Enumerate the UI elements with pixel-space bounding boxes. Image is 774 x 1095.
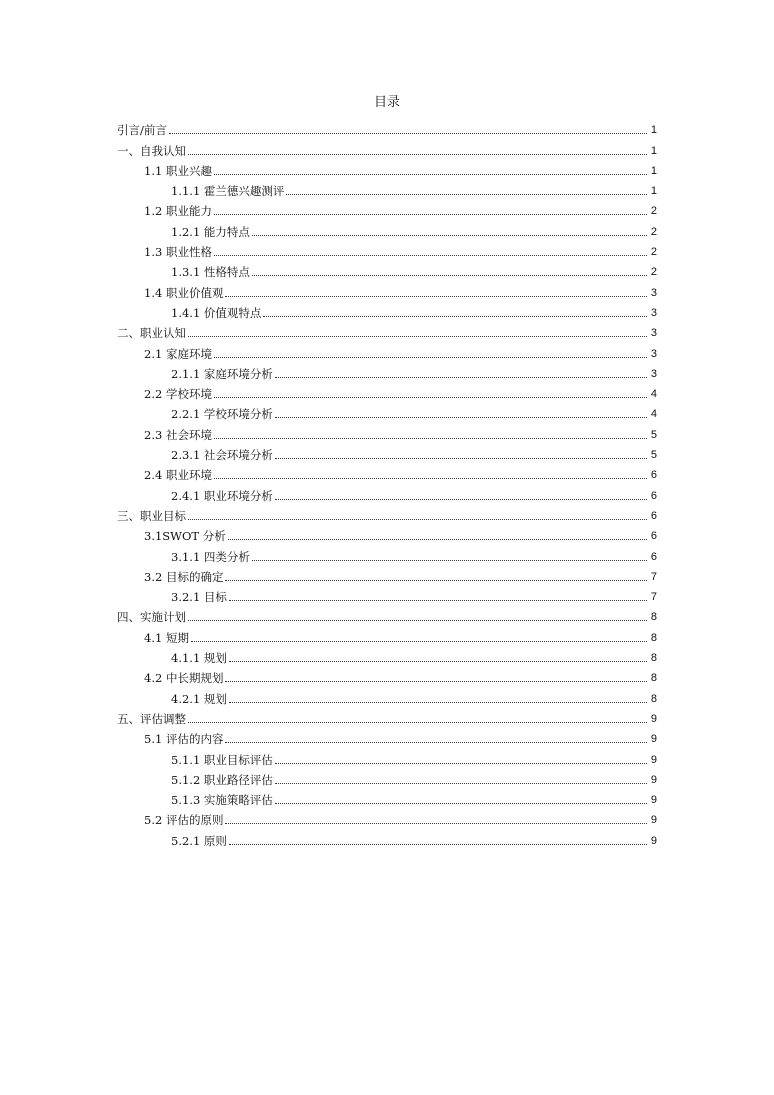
toc-entry-label: 1.3 职业性格 xyxy=(144,245,212,260)
dot-leader xyxy=(188,619,647,621)
toc-entry[interactable] xyxy=(117,645,657,665)
toc-entry[interactable] xyxy=(117,442,657,462)
dot-leader xyxy=(188,335,647,337)
dot-leader xyxy=(275,782,647,784)
toc-entry-label: 2.3.1 社会环境分析 xyxy=(171,448,273,463)
toc-entry[interactable] xyxy=(117,746,657,766)
table-of-contents xyxy=(117,117,657,848)
toc-entry[interactable] xyxy=(117,726,657,746)
toc-entry-label: 二、职业认知 xyxy=(117,326,186,341)
toc-entry-page-number: 8 xyxy=(650,692,657,705)
toc-entry-label: 5.1 评估的内容 xyxy=(144,732,224,747)
toc-entry[interactable] xyxy=(117,706,657,726)
toc-entry-label: 4.1.1 规划 xyxy=(171,651,227,666)
toc-entry-label: 2.2 学校环境 xyxy=(144,387,212,402)
dot-leader xyxy=(263,315,647,317)
dot-leader xyxy=(229,843,647,845)
toc-entry-page-number: 9 xyxy=(650,794,657,807)
toc-entry[interactable] xyxy=(117,624,657,644)
toc-entry-label: 五、评估调整 xyxy=(117,711,186,726)
toc-entry[interactable] xyxy=(117,198,657,218)
toc-entry-page-number: 8 xyxy=(650,652,657,665)
dot-leader xyxy=(275,457,647,459)
toc-entry-page-number: 9 xyxy=(650,773,657,786)
toc-entry[interactable] xyxy=(117,523,657,543)
toc-entry-page-number: 9 xyxy=(650,753,657,766)
toc-entry[interactable] xyxy=(117,665,657,685)
toc-entry-label: 引言/前言 xyxy=(117,123,167,138)
toc-entry-label: 3.1.1 四类分析 xyxy=(171,549,250,564)
toc-entry[interactable] xyxy=(117,827,657,847)
toc-entry-page-number: 1 xyxy=(650,124,657,137)
toc-entry-page-number: 4 xyxy=(650,408,657,421)
dot-leader xyxy=(252,234,647,236)
dot-leader xyxy=(275,802,647,804)
dot-leader xyxy=(252,274,647,276)
dot-leader xyxy=(275,498,647,500)
toc-entry[interactable] xyxy=(117,239,657,259)
toc-entry[interactable] xyxy=(117,503,657,523)
toc-entry-page-number: 8 xyxy=(650,672,657,685)
toc-entry-page-number: 3 xyxy=(650,347,657,360)
toc-entry-page-number: 9 xyxy=(650,814,657,827)
toc-entry-label: 2.3 社会环境 xyxy=(144,427,212,442)
toc-entry-page-number: 4 xyxy=(650,388,657,401)
toc-entry[interactable] xyxy=(117,482,657,502)
toc-entry-label: 1.4.1 价值观特点 xyxy=(171,305,262,320)
toc-entry[interactable] xyxy=(117,787,657,807)
toc-entry[interactable] xyxy=(117,685,657,705)
toc-entry-label: 2.1.1 家庭环境分析 xyxy=(171,366,273,381)
dot-leader xyxy=(188,153,647,155)
toc-entry-label: 5.1.3 实施策略评估 xyxy=(171,793,273,808)
toc-entry-page-number: 5 xyxy=(650,449,657,462)
toc-entry-label: 1.3.1 性格特点 xyxy=(171,265,250,280)
toc-entry-label: 1.2 职业能力 xyxy=(144,204,212,219)
toc-entry[interactable] xyxy=(117,462,657,482)
toc-entry[interactable] xyxy=(117,543,657,563)
toc-entry-label: 1.1 职业兴趣 xyxy=(144,163,212,178)
toc-entry-label: 1.1.1 霍兰德兴趣测评 xyxy=(171,184,285,199)
dot-leader xyxy=(225,822,647,824)
toc-entry[interactable] xyxy=(117,218,657,238)
toc-entry[interactable] xyxy=(117,401,657,421)
dot-leader xyxy=(225,295,647,297)
toc-entry-label: 1.4 职业价值观 xyxy=(144,285,224,300)
dot-leader xyxy=(229,599,647,601)
toc-entry[interactable] xyxy=(117,178,657,198)
toc-entry[interactable] xyxy=(117,361,657,381)
toc-entry[interactable] xyxy=(117,421,657,441)
toc-entry-label: 3.1SWOT 分析 xyxy=(144,529,226,544)
dot-leader xyxy=(214,254,647,256)
dot-leader xyxy=(275,376,647,378)
dot-leader xyxy=(275,762,647,764)
toc-entry-page-number: 1 xyxy=(650,144,657,157)
toc-entry-label: 1.2.1 能力特点 xyxy=(171,224,250,239)
toc-entry[interactable] xyxy=(117,340,657,360)
dot-leader xyxy=(214,396,647,398)
toc-entry-page-number: 2 xyxy=(650,205,657,218)
toc-entry[interactable] xyxy=(117,279,657,299)
toc-entry[interactable] xyxy=(117,117,657,137)
dot-leader xyxy=(214,437,647,439)
toc-entry-label: 4.2 中长期规划 xyxy=(144,671,224,686)
dot-leader xyxy=(214,477,647,479)
dot-leader xyxy=(252,559,647,561)
toc-entry-label: 2.1 家庭环境 xyxy=(144,346,212,361)
toc-entry[interactable] xyxy=(117,259,657,279)
toc-entry-page-number: 6 xyxy=(650,550,657,563)
toc-entry-page-number: 3 xyxy=(650,327,657,340)
toc-entry[interactable] xyxy=(117,300,657,320)
toc-entry-label: 3.2 目标的确定 xyxy=(144,569,224,584)
toc-entry[interactable] xyxy=(117,137,657,157)
dot-leader xyxy=(225,579,647,581)
toc-entry-page-number: 2 xyxy=(650,225,657,238)
dot-leader xyxy=(228,538,647,540)
toc-entry-page-number: 1 xyxy=(650,164,657,177)
dot-leader xyxy=(188,721,647,723)
toc-entry-label: 一、自我认知 xyxy=(117,143,186,158)
toc-entry-label: 5.2 评估的原则 xyxy=(144,813,224,828)
toc-entry-page-number: 3 xyxy=(650,306,657,319)
toc-entry[interactable] xyxy=(117,767,657,787)
toc-entry-label: 5.1.1 职业目标评估 xyxy=(171,752,273,767)
toc-entry-page-number: 8 xyxy=(650,631,657,644)
toc-entry-page-number: 7 xyxy=(650,570,657,583)
dot-leader xyxy=(214,213,647,215)
toc-entry[interactable] xyxy=(117,381,657,401)
toc-entry[interactable] xyxy=(117,320,657,340)
toc-entry-label: 5.2.1 原则 xyxy=(171,833,227,848)
toc-entry-label: 三、职业目标 xyxy=(117,508,186,523)
toc-entry-label: 2.2.1 学校环境分析 xyxy=(171,407,273,422)
dot-leader xyxy=(229,660,647,662)
dot-leader xyxy=(229,701,647,703)
toc-entry-label: 四、实施计划 xyxy=(117,610,186,625)
toc-entry[interactable] xyxy=(117,604,657,624)
dot-leader xyxy=(286,193,647,195)
toc-entry-page-number: 8 xyxy=(650,611,657,624)
dot-leader xyxy=(214,356,647,358)
toc-entry-label: 4.1 短期 xyxy=(144,630,189,645)
toc-entry-page-number: 9 xyxy=(650,834,657,847)
toc-entry-page-number: 7 xyxy=(650,591,657,604)
dot-leader xyxy=(275,416,647,418)
toc-entry-page-number: 6 xyxy=(650,469,657,482)
toc-entry-label: 2.4.1 职业环境分析 xyxy=(171,488,273,503)
toc-entry[interactable] xyxy=(117,807,657,827)
dot-leader xyxy=(188,518,647,520)
toc-entry[interactable] xyxy=(117,564,657,584)
toc-entry-label: 2.4 职业环境 xyxy=(144,468,212,483)
toc-entry-page-number: 6 xyxy=(650,530,657,543)
dot-leader xyxy=(169,132,647,134)
toc-entry-page-number: 6 xyxy=(650,509,657,522)
toc-entry-page-number: 9 xyxy=(650,733,657,746)
toc-entry-label: 3.2.1 目标 xyxy=(171,590,227,605)
toc-entry-label: 4.2.1 规划 xyxy=(171,691,227,706)
toc-entry-page-number: 3 xyxy=(650,286,657,299)
toc-title: 目录 xyxy=(373,95,400,110)
toc-entry-page-number: 2 xyxy=(650,246,657,259)
toc-entry-page-number: 3 xyxy=(650,367,657,380)
dot-leader xyxy=(225,680,647,682)
dot-leader xyxy=(225,741,647,743)
toc-entry-page-number: 6 xyxy=(650,489,657,502)
toc-entry-label: 5.1.2 职业路径评估 xyxy=(171,772,273,787)
dot-leader xyxy=(214,173,647,175)
toc-entry-page-number: 9 xyxy=(650,712,657,725)
toc-entry[interactable] xyxy=(117,584,657,604)
toc-entry-page-number: 5 xyxy=(650,428,657,441)
toc-entry-page-number: 2 xyxy=(650,266,657,279)
dot-leader xyxy=(191,640,647,642)
toc-entry[interactable] xyxy=(117,158,657,178)
toc-entry-page-number: 1 xyxy=(650,185,657,198)
